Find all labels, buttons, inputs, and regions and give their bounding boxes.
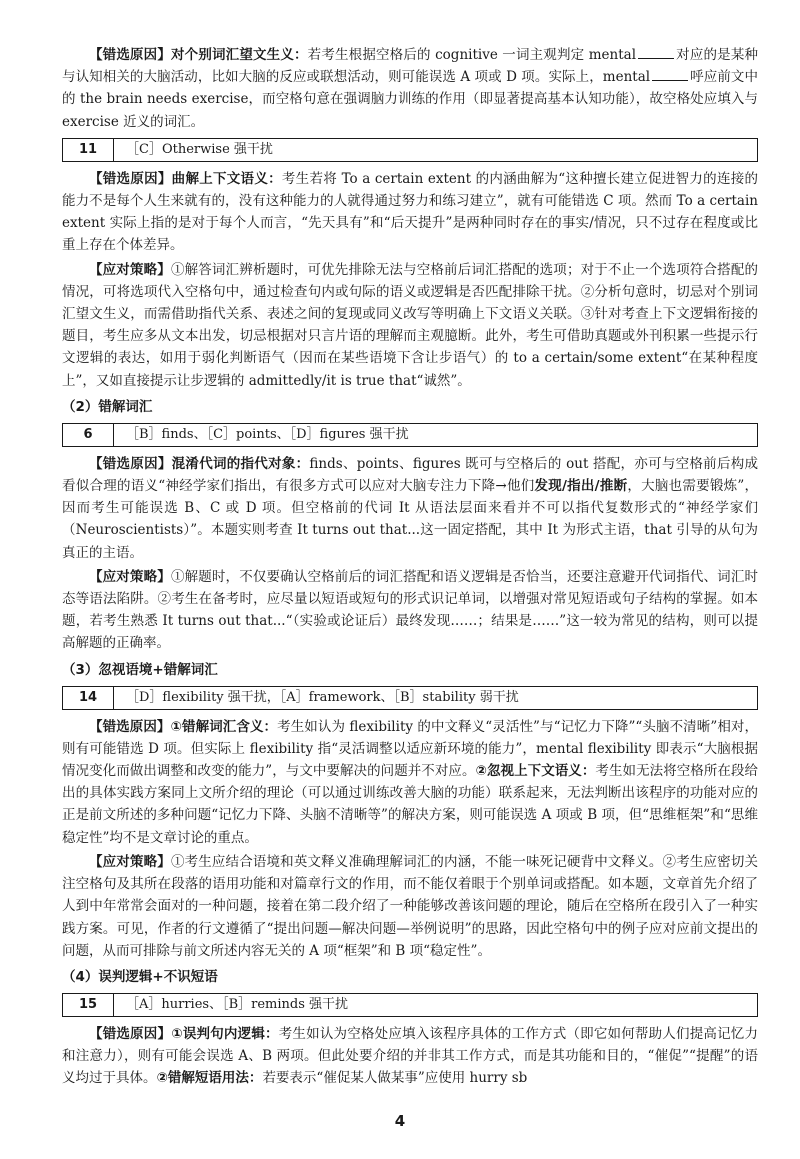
question-number: 6 bbox=[63, 424, 114, 446]
section-heading: （3）忽视语境+错解词汇 bbox=[62, 661, 218, 678]
paragraph-text: 考生如无法将空格所在段给出的具体实践方案同上文所介绍的理论（可以通过训练改善大脑的功能）联系起来，无法判断出该程序的功能对应的正是前文所述的多种问题“记忆力下降、头脑不清晰等”的解决方案，则可能误选 A 项或 B 项，但“思维框架”和“思维稳定性”均不是文章讨论的重点。 bbox=[62, 763, 758, 846]
paragraph-text: 考生如认为空格处应填入该程序具体的工作方式（即它如何帮助人们提高记忆力和注意力），则有可能会误选 A、B 两项。但此处要介绍的并非其工作方式，而是其功能和目的，“催促”“提醒”的语义均过于具体。 bbox=[62, 1025, 759, 1087]
bold-label: ①误判句内逻辑： bbox=[171, 1025, 279, 1042]
paragraph-misreason-1 bbox=[62, 44, 758, 133]
section-tag: 【错选原因】 bbox=[89, 455, 172, 472]
question-row-6 bbox=[62, 423, 758, 447]
question-number: 11 bbox=[63, 139, 114, 161]
paragraph-text: 考生如认为 flexibility 的中文释义“灵活性”与“记忆力下降”“头脑不清晰”相对，则有可能错选 D 项。但实际上 flexibility 指“灵活调整以适应新环境的能力”，mental flexibility 即表示“大脑根据情况变化而做出调整和改变的能力”，与文中要解决的问题并不对应。 bbox=[62, 718, 758, 780]
question-row-15 bbox=[62, 993, 758, 1017]
paragraph-misreason-3 bbox=[62, 453, 758, 564]
paragraph-text: ，大脑也需要锻炼”，因而考生可能误选 B、C 或 D 项。但空格前的代词 It 从语法层面来看并不可以指代复数形式的“神经学家们（Neuroscientists）”。本题实则考查 It turns out that...这一固定搭配，其中 It 为形式主语，that 引导的从句为真正的主语。 bbox=[62, 478, 758, 561]
blank-line bbox=[638, 46, 674, 59]
bold-inline: 发现/指出/推断 bbox=[534, 478, 628, 495]
page-content bbox=[62, 44, 758, 1092]
paragraph-text: 若要表示“催促某人做某事”应使用 hurry sb bbox=[262, 1070, 528, 1087]
question-row-11 bbox=[62, 138, 758, 162]
question-number: 14 bbox=[63, 687, 114, 709]
question-row-14 bbox=[62, 686, 758, 710]
paragraph-strategy-3 bbox=[62, 851, 758, 962]
paragraph-text: 若考生根据空格后的 cognitive 一词主观判定 mental bbox=[307, 47, 637, 63]
section-tag: 【错选原因】 bbox=[89, 1025, 172, 1042]
bold-label: 对个别词汇望文生义： bbox=[171, 47, 308, 63]
question-options: ［A］hurries、［B］reminds 强干扰 bbox=[126, 996, 349, 1012]
section-heading: （2）错解词汇 bbox=[62, 398, 153, 415]
blank-line bbox=[652, 68, 688, 81]
bold-label: ②忽视上下文语义： bbox=[475, 763, 596, 780]
paragraph-text: finds、points、figures 既可与空格后的 out 搭配，亦可与空格前后构成看似合理的语义“神经学家们指出，有很多方式可以应对大脑专注力下降→他们 bbox=[62, 455, 759, 495]
section-tag: 【应对策略】 bbox=[89, 853, 171, 870]
bold-label: 混淆代词的指代对象： bbox=[171, 455, 310, 472]
question-options: ［B］finds、［C］points、［D］figures 强干扰 bbox=[126, 426, 409, 442]
section-tag: 【应对策略】 bbox=[89, 261, 171, 278]
question-number: 15 bbox=[63, 994, 114, 1016]
paragraph-strategy-1 bbox=[62, 259, 758, 392]
paragraph-misreason-5 bbox=[62, 1023, 758, 1090]
paragraph-text: ①解题时，不仅要确认空格前后的词汇搭配和语义逻辑是否恰当，还要注意避开代词指代、词汇时态等语法陷阱。②考生在备考时，应尽量以短语或短句的形式识记单词，以增强对常见短语或句子结构的掌握。如本题，若考生熟悉 It turns out that...“（实验或论证后）最终发现……；结果是……”这一较为常见的结构，则可以提高解题的正确率。 bbox=[62, 568, 758, 652]
bold-label: ①错解词汇含义： bbox=[170, 718, 278, 735]
paragraph-text: ①解答词汇辨析题时，可优先排除无法与空格前后词汇搭配的选项；对于不止一个选项符合搭配的情况，可将选项代入空格句中，通过检查句内或句际的语义或逻辑是否匹配排除干扰。②分析句意时，切忌对个别词汇望文生义，而需借助指代关系、表述之间的复现或同义改写等明确上下文语义关联。③针对考查上下文逻辑衔接的题目，考生应多从文本出发，切忌根据对只言片语的理解而主观臆断。此外，考生可借助真题或外刊积累一些提示行文逻辑的表达，如用于弱化判断语气（因而在某些语境下含让步语气）的 to a certain/some extent“在某种程度上”，又如直接提示让步逻辑的 admittedly/it is true that“诚然”。 bbox=[62, 261, 758, 389]
question-options: ［D］flexibility 强干扰，［A］framework、［B］stability 弱干扰 bbox=[126, 689, 519, 705]
paragraph-text: 呼应前文中的 the brain needs exercise，而空格句意在强调脑力训练的作用（即显著提高基本认知功能），故空格处应填入与 exercise 近义的词汇。 bbox=[62, 69, 759, 130]
paragraph-misreason-2 bbox=[62, 168, 758, 257]
question-options: ［C］Otherwise 强干扰 bbox=[126, 141, 273, 157]
page-number: 4 bbox=[394, 1112, 406, 1130]
section-tag: 【错选原因】 bbox=[89, 47, 171, 63]
bold-label: ②错解短语用法： bbox=[156, 1070, 263, 1087]
section-heading: （4）误判逻辑+不识短语 bbox=[62, 968, 218, 985]
paragraph-strategy-2 bbox=[62, 566, 758, 655]
paragraph-misreason-4 bbox=[62, 716, 758, 849]
paragraph-text: 对应的是某种与认知相关的大脑活动，比如大脑的反应或联想活动，则可能误选 A 项或 D 项。实际上，mental bbox=[62, 47, 759, 86]
section-tag: 【错选原因】 bbox=[89, 718, 171, 735]
section-tag: 【应对策略】 bbox=[89, 568, 171, 585]
section-tag: 【错选原因】 bbox=[89, 170, 172, 187]
paragraph-text: ①考生应结合语境和英文释义准确理解词汇的内涵，不能一味死记硬背中文释义。②考生应密切关注空格句及其所在段落的语用功能和对篇章行文的作用，而不能仅着眼于个别单词或搭配。如本题，文章首先介绍了人到中年常常会面对的一种问题，接着在第二段介绍了一种能够改善该问题的理论，随后在空格所在段引入了一种实践方案。可见，作者的行文遵循了“提出问题—解决问题—举例说明”的思路，因此空格句中的例子应对应前文提出的问题，从而可排除与前文所述内容无关的 A 项“框架”和 B 项“稳定性”。 bbox=[62, 853, 758, 959]
paragraph-text: 考生若将 To a certain extent 的内涵曲解为“这种擅长建立促进智力的连接的能力不是每个人生来就有的，没有这种能力的人就得通过努力和练习建立”，就有可能错选 C 项。然而 To a certain extent 实际上指的是对于每个人而言，“先天具有”和“后天提升”是两种同时存在的事实/情况，只不过存在程度或比重上存在个体差异。 bbox=[62, 170, 759, 254]
bold-label: 曲解上下文语义： bbox=[171, 170, 282, 187]
